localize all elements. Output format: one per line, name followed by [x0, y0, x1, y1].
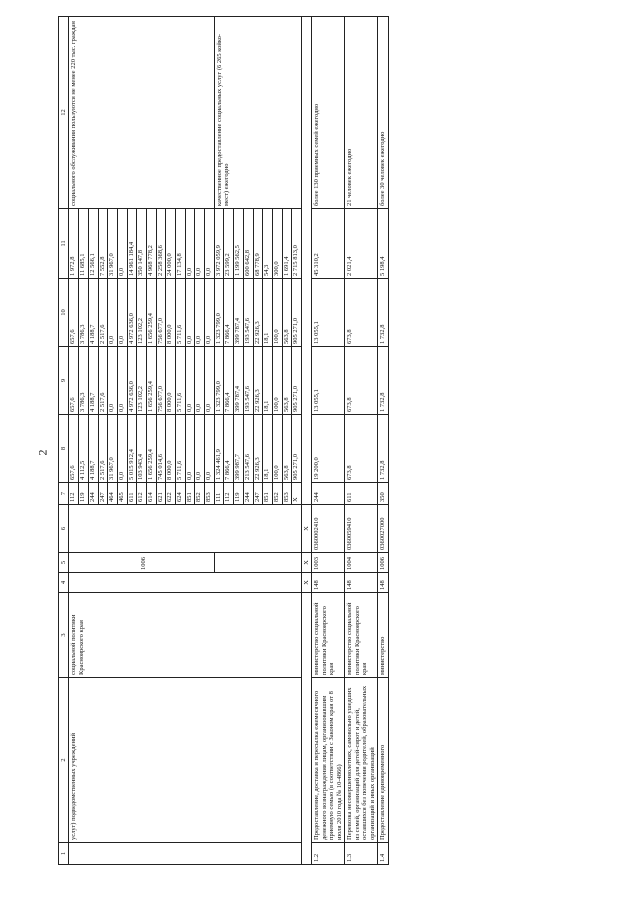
table-subcell: 22 926,3: [254, 279, 264, 346]
header-cell: 10: [59, 279, 69, 347]
header-cell: 4: [59, 573, 69, 593]
table-subcell: 247: [99, 483, 109, 504]
table-subcell: 3 786,3: [79, 347, 89, 414]
target-x-cell: X: [301, 505, 311, 553]
table-subcell: 4 968 778,2: [147, 209, 157, 278]
table-subcell: 244: [89, 483, 99, 504]
target-code-cell: 0360027000: [378, 505, 388, 553]
table-subcell: 657,6: [69, 279, 79, 346]
year2-cell: [214, 347, 301, 415]
header-cell: 1: [59, 843, 69, 865]
table-subcell: 1 323 799,0: [215, 347, 225, 414]
year3-cell: [214, 279, 301, 347]
year2-cell: 673,8: [345, 347, 378, 415]
table-subcell: 18,1: [263, 415, 273, 482]
table-subcell: 0,0: [205, 403, 213, 412]
header-row: [59, 17, 69, 865]
result-cell: качественное предоставление социальных услуг (6 265 койко-мест) ежегодно: [214, 17, 301, 209]
table-subcell: 0,0: [118, 347, 128, 414]
table-subcell: 399 787,4: [234, 347, 244, 414]
table-subcell: 0,0: [186, 209, 196, 278]
table-subcell: 7 866,4: [224, 347, 234, 414]
table-subcell: 22 926,3: [254, 347, 264, 414]
table-subcell: 657,6: [69, 415, 79, 482]
section-code-cell: [69, 553, 214, 573]
table-subcell: 244: [244, 483, 254, 504]
table-subcell: 621: [157, 483, 167, 504]
table-subcell: 4 188,7: [89, 347, 99, 414]
table-row-x-markers: [301, 17, 311, 865]
table-subcell: 23 599,2: [224, 209, 234, 278]
table-subcell: 600 642,8: [244, 209, 254, 278]
section-code-cell: 1006: [378, 553, 388, 573]
table-subcell: 4 972 636,0: [128, 347, 138, 414]
row-number-cell: [69, 843, 302, 865]
table-subcell: 0,0: [118, 279, 128, 346]
table-subcell: 0,0: [205, 335, 213, 344]
result-cell: 21 человек ежегодно: [345, 17, 378, 209]
section-x-cell: X: [301, 553, 311, 573]
table-subcell: 0,0: [205, 267, 213, 276]
table-subcell: 24 000,0: [166, 209, 176, 278]
table-subcell: X: [292, 497, 300, 502]
activity-name-cell: услуг) подведомственных учреждений: [69, 678, 302, 843]
table-subcell: 31 967,0: [108, 209, 118, 278]
table-subcell: 622: [166, 483, 176, 504]
table-subcell: 756 677,0: [157, 279, 167, 346]
page-number: 2: [35, 449, 50, 456]
header-cell: 9: [59, 347, 69, 415]
table-subcell: 4 972 636,0: [128, 279, 138, 346]
table-subcell: 5 711,6: [176, 347, 186, 414]
table-subcell: 2 258 368,6: [157, 209, 167, 278]
table-subcell: 14 961 184,4: [128, 209, 138, 278]
table-subcell: 0,0: [195, 347, 205, 414]
table-subcell: 612: [137, 483, 147, 504]
section-code-cell: [214, 553, 301, 573]
table-subcell: 756 677,0: [157, 347, 167, 414]
table-subcell: 563,8: [283, 415, 293, 482]
year1-cell: 1 732,8: [378, 415, 388, 483]
table-subcell: 852: [195, 483, 205, 504]
header-cell: 12: [59, 17, 69, 209]
table-subcell: 8 000,0: [166, 347, 176, 414]
grbs-code-cell: 148: [312, 573, 345, 593]
table-subcell: 851: [186, 483, 196, 504]
activity-name-cell: Перевозка несовершеннолетних, самовольно ушедших из семей, организаций для детей-сирот и детей, оставшихся без попечения родителей, образовательных организаций и иных организаций: [345, 678, 378, 843]
table-subcell: 119: [79, 483, 89, 504]
table-subcell: 1 656 259,4: [147, 279, 157, 346]
expense-type-cell: [214, 483, 301, 505]
section-code-cell: 1004: [345, 553, 378, 573]
year3-cell: 1 732,8: [378, 279, 388, 347]
table-subcell: 31 967,0: [108, 415, 118, 482]
spacer-cell: [301, 593, 311, 865]
table-subcell: 0,0: [186, 279, 196, 346]
table-subcell: 100,0: [273, 415, 283, 482]
table-subcell: 1 691,4: [283, 209, 293, 278]
year3-cell: 13 055,1: [312, 279, 345, 347]
table-subcell: 624: [176, 483, 186, 504]
header-cell: 11: [59, 209, 69, 279]
table-row: [312, 17, 345, 865]
expense-type-cell: 611: [345, 483, 378, 505]
table-subcell: 2 517,6: [99, 415, 109, 482]
table-subcell: 464: [108, 483, 118, 504]
table-subcell: 68 778,9: [254, 209, 264, 278]
table-subcell: 5 015 912,4: [128, 415, 138, 482]
table-row: [378, 17, 388, 865]
table-subcell: 0,0: [118, 415, 128, 482]
table-subcell: 563,8: [283, 279, 293, 346]
table-subcell: 22 926,3: [254, 415, 264, 482]
result-cell: более 30 человек ежегодно: [378, 17, 388, 209]
grbs-code-cell: 148: [345, 573, 378, 593]
table-subcell: 1 656 259,4: [147, 347, 157, 414]
total-cell: 45 310,2: [312, 209, 345, 279]
total-cell: 2 021,4: [345, 209, 378, 279]
table-subcell: 465: [118, 483, 128, 504]
table-subcell: 2 517,6: [99, 347, 109, 414]
table-subcell: 1 972,8: [69, 209, 79, 278]
table-subcell: 300,0: [273, 209, 283, 278]
year2-cell: [69, 347, 214, 415]
executor-cell: социальной политики Красноярского края: [69, 593, 302, 678]
table-subcell: 905 271,0: [292, 386, 300, 412]
expense-type-cell: 350: [378, 483, 388, 505]
table-subcell: 0,0: [118, 209, 128, 278]
section-code: 1006: [140, 557, 148, 570]
year1-cell: [69, 415, 214, 483]
table-subcell: 247: [254, 483, 264, 504]
header-cell: 5: [59, 553, 69, 573]
header-cell: 6: [59, 505, 69, 553]
table-subcell: 18,1: [263, 347, 273, 414]
table-subcell: 0,0: [186, 415, 196, 482]
table-subcell: 1 656 259,4: [147, 415, 157, 482]
table-subcell: 5 711,6: [176, 279, 186, 346]
target-code-cell: 0360059410: [345, 505, 378, 553]
table-subcell: 852: [273, 483, 283, 504]
table-subcell: 3 972 059,9: [215, 209, 225, 278]
result-cell: более 130 приемных семей ежегодно: [312, 17, 345, 209]
activity-name-cell: Предоставление, доставка и пересылка ежемесячного денежного вознаграждения лицам, организовавшим приемную семью (в соответствии с Законом края от 8 июля 2010 года № 10-4866): [312, 678, 345, 843]
table-subcell: 905 271,0: [292, 318, 300, 344]
year2-cell: 1 732,8: [378, 347, 388, 415]
table-subcell: 8 000,0: [166, 279, 176, 346]
expense-type-cell: [69, 483, 214, 505]
table-subcell: 563,8: [283, 347, 293, 414]
year3-cell: 673,8: [345, 279, 378, 347]
table-subcell: 350 147,8: [137, 209, 147, 278]
total-cell: [69, 209, 214, 279]
table-row-continuation: [69, 17, 214, 865]
table-subcell: 12 566,1: [89, 209, 99, 278]
total-cell: 5 198,4: [378, 209, 388, 279]
result-cell: социального обслуживания пользуются не менее 220 тыс. граждан: [69, 17, 214, 209]
table-subcell: 213 547,6: [244, 415, 254, 482]
table-subcell: 2 517,6: [99, 279, 109, 346]
table-subcell: 851: [263, 483, 273, 504]
executor-cell: министерство социальной политики Красноярского края: [312, 593, 345, 678]
table-subcell: 123 102,2: [137, 347, 147, 414]
table-subcell: 17 134,8: [176, 209, 186, 278]
spacer-cell: [301, 17, 311, 505]
executor-cell: министерство: [378, 593, 388, 678]
table-subcell: 0,0: [195, 279, 205, 346]
table-subcell: 7 866,4: [224, 279, 234, 346]
section-code-cell: 1003: [312, 553, 345, 573]
table-subcell: 0,0: [108, 279, 118, 346]
budget-table: [58, 16, 389, 865]
table-subcell: 1 324 461,9: [215, 415, 225, 482]
table-subcell: 853: [283, 483, 293, 504]
table-subcell: 745 014,6: [157, 415, 167, 482]
table-subcell: 54,3: [263, 209, 273, 278]
table-subcell: 18,1: [263, 279, 273, 346]
table-subcell: 0,0: [195, 209, 205, 278]
activity-name-cell: Предоставление единовременного: [378, 678, 388, 843]
table-subcell: 11 685,1: [79, 209, 89, 278]
table-subcell: 0,0: [186, 347, 196, 414]
target-code-cell: [69, 505, 302, 553]
row-number-cell: 1.4: [378, 843, 388, 865]
table-subcell: 4 188,7: [89, 279, 99, 346]
table-subcell: 4 188,7: [89, 415, 99, 482]
table-subcell: 614: [147, 483, 157, 504]
year1-cell: 673,8: [345, 415, 378, 483]
table-subcell: 399 787,4: [234, 279, 244, 346]
table-subcell: 7 866,4: [224, 415, 234, 482]
header-cell: 7: [59, 483, 69, 505]
total-cell: [214, 209, 301, 279]
header-cell: 3: [59, 593, 69, 678]
header-cell: 8: [59, 415, 69, 483]
table-subcell: 193 547,6: [244, 279, 254, 346]
executor-cell: министерство социальной политики Красноярского края: [345, 593, 378, 678]
table-subcell: 399 987,7: [234, 415, 244, 482]
row-number-cell: 1.3: [345, 843, 378, 865]
table-subcell: 905 271,0: [292, 454, 300, 480]
year1-cell: 19 200,0: [312, 415, 345, 483]
grbs-x-cell: X: [301, 573, 311, 593]
table-subcell: 611: [128, 483, 138, 504]
table-subcell: 657,6: [69, 347, 79, 414]
table-subcell: 103 943,4: [137, 415, 147, 482]
year3-cell: [69, 279, 214, 347]
expense-type-cell: 244: [312, 483, 345, 505]
table-subcell: 0,0: [195, 415, 205, 482]
table-subcell: 100,0: [273, 279, 283, 346]
row-number-cell: 1.2: [312, 843, 345, 865]
table-subcell: 112: [224, 483, 234, 504]
target-code-cell: 0360002410: [312, 505, 345, 553]
table-subcell: 111: [215, 483, 225, 504]
table-subcell: 0,0: [108, 347, 118, 414]
table-subcell: 1 199 562,5: [234, 209, 244, 278]
table-subcell: 0,0: [205, 471, 213, 480]
year2-cell: 13 055,1: [312, 347, 345, 415]
table-subcell: 2 715 813,0: [292, 245, 300, 276]
table-row: [345, 17, 378, 865]
table-subcell: 123 102,2: [137, 279, 147, 346]
table-subcell: 3 786,3: [79, 279, 89, 346]
grbs-code-cell: 148: [378, 573, 388, 593]
grbs-code-cell: [69, 573, 302, 593]
table-subcell: 193 547,6: [244, 347, 254, 414]
table-subcell: 1 323 799,0: [215, 279, 225, 346]
year1-cell: [214, 415, 301, 483]
table-subcell: 119: [234, 483, 244, 504]
table-subcell: 7 552,8: [99, 209, 109, 278]
table-subcell: 5 711,6: [176, 415, 186, 482]
table-subcell: 100,0: [273, 347, 283, 414]
table-subcell: 853: [205, 492, 213, 502]
table-subcell: 112: [69, 483, 79, 504]
table-subcell: 8 000,0: [166, 415, 176, 482]
header-cell: 2: [59, 678, 69, 843]
table-subcell: 4 112,5: [79, 415, 89, 482]
